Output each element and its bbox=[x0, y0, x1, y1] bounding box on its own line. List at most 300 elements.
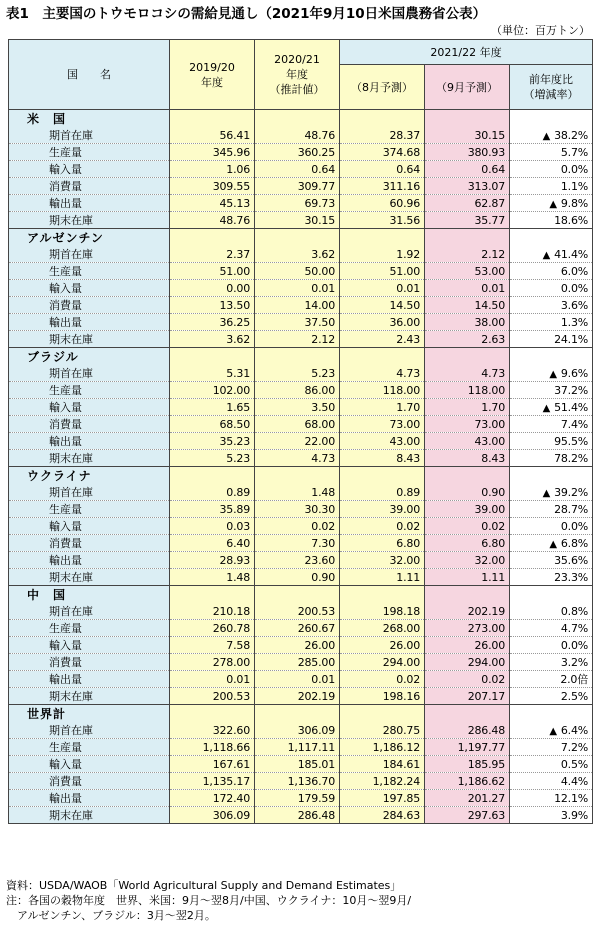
value-cell: 118.00 bbox=[340, 382, 425, 399]
value-cell: 48.76 bbox=[170, 212, 255, 229]
table-row bbox=[9, 552, 593, 569]
change-value: 23.3% bbox=[554, 570, 589, 584]
table-row bbox=[9, 518, 593, 535]
value-cell: 200.53 bbox=[170, 688, 255, 705]
value-cell: 2.12 bbox=[255, 331, 340, 348]
value-cell: 5.31 bbox=[170, 365, 255, 382]
value-cell: 1.11 bbox=[340, 569, 425, 586]
value-cell: 0.02 bbox=[425, 671, 510, 688]
value-cell: 48.76 bbox=[255, 127, 340, 144]
value-cell: 286.48 bbox=[425, 722, 510, 739]
value-cell: 118.00 bbox=[425, 382, 510, 399]
change-value: 95.5% bbox=[554, 434, 589, 448]
empty-cell bbox=[510, 705, 593, 723]
change-value: 3.2% bbox=[560, 655, 589, 669]
country-row bbox=[9, 229, 593, 247]
item-label: 期末在庫 bbox=[9, 569, 170, 586]
value-cell: 1.48 bbox=[170, 569, 255, 586]
value-cell: 39.00 bbox=[425, 501, 510, 518]
change-value: 39.2% bbox=[554, 485, 589, 499]
change-value: 9.6% bbox=[560, 366, 589, 380]
value-cell: 172.40 bbox=[170, 790, 255, 807]
value-cell: 179.59 bbox=[255, 790, 340, 807]
header-yoy-change: 前年度比 （増減率） bbox=[510, 65, 593, 110]
value-cell: 14.50 bbox=[340, 297, 425, 314]
value-cell: 6.80 bbox=[425, 535, 510, 552]
item-label: 輸出量 bbox=[9, 433, 170, 450]
decrease-triangle-icon: ▲ bbox=[549, 368, 557, 380]
value-cell: 1.11 bbox=[425, 569, 510, 586]
value-cell: 36.00 bbox=[340, 314, 425, 331]
value-cell: 0.64 bbox=[340, 161, 425, 178]
change-cell bbox=[510, 365, 593, 382]
note-line: 注：各国の穀物年度 世界、米国：9月～翌8月/中国、ウクライナ：10月～翌9月/ bbox=[6, 894, 412, 907]
change-cell bbox=[510, 433, 593, 450]
value-cell: 294.00 bbox=[425, 654, 510, 671]
empty-cell bbox=[255, 586, 340, 604]
change-cell bbox=[510, 722, 593, 739]
value-cell: 68.00 bbox=[255, 416, 340, 433]
value-cell: 294.00 bbox=[340, 654, 425, 671]
value-cell: 2.63 bbox=[425, 331, 510, 348]
empty-cell bbox=[510, 467, 593, 485]
change-cell bbox=[510, 688, 593, 705]
change-cell bbox=[510, 178, 593, 195]
value-cell: 185.95 bbox=[425, 756, 510, 773]
item-label: 輸出量 bbox=[9, 790, 170, 807]
table-row bbox=[9, 807, 593, 824]
value-cell: 32.00 bbox=[425, 552, 510, 569]
item-label: 消費量 bbox=[9, 535, 170, 552]
table-row bbox=[9, 620, 593, 637]
item-label: 輸入量 bbox=[9, 399, 170, 416]
value-cell: 60.96 bbox=[340, 195, 425, 212]
value-cell: 313.07 bbox=[425, 178, 510, 195]
value-cell: 0.00 bbox=[170, 280, 255, 297]
decrease-triangle-icon: ▲ bbox=[542, 487, 551, 499]
value-cell: 8.43 bbox=[425, 450, 510, 467]
value-cell: 280.75 bbox=[340, 722, 425, 739]
item-label: 輸出量 bbox=[9, 314, 170, 331]
country-name: 中 国 bbox=[9, 586, 170, 604]
source-notes bbox=[6, 878, 596, 923]
item-label: 消費量 bbox=[9, 178, 170, 195]
country-row bbox=[9, 586, 593, 604]
table-row bbox=[9, 637, 593, 654]
value-cell: 35.77 bbox=[425, 212, 510, 229]
value-cell: 309.77 bbox=[255, 178, 340, 195]
country-row bbox=[9, 348, 593, 366]
value-cell: 260.78 bbox=[170, 620, 255, 637]
table-row bbox=[9, 688, 593, 705]
change-value: 1.1% bbox=[560, 179, 589, 193]
decrease-triangle-icon: ▲ bbox=[549, 725, 557, 737]
unit-note: （単位：百万トン） bbox=[491, 24, 590, 37]
value-cell: 0.01 bbox=[255, 671, 340, 688]
value-cell: 45.13 bbox=[170, 195, 255, 212]
change-cell bbox=[510, 484, 593, 501]
value-cell: 35.23 bbox=[170, 433, 255, 450]
table-row bbox=[9, 314, 593, 331]
empty-cell bbox=[425, 586, 510, 604]
change-cell bbox=[510, 620, 593, 637]
value-cell: 68.50 bbox=[170, 416, 255, 433]
value-cell: 0.64 bbox=[255, 161, 340, 178]
empty-cell bbox=[425, 110, 510, 128]
empty-cell bbox=[425, 705, 510, 723]
value-cell: 1,135.17 bbox=[170, 773, 255, 790]
value-cell: 1.48 bbox=[255, 484, 340, 501]
value-cell: 207.17 bbox=[425, 688, 510, 705]
value-cell: 39.00 bbox=[340, 501, 425, 518]
country-name: ウクライナ bbox=[9, 467, 170, 485]
item-label: 期末在庫 bbox=[9, 212, 170, 229]
table-row bbox=[9, 280, 593, 297]
country-name: 世界計 bbox=[9, 705, 170, 723]
value-cell: 374.68 bbox=[340, 144, 425, 161]
header-aug-forecast: （8月予測） bbox=[340, 65, 425, 110]
value-cell: 278.00 bbox=[170, 654, 255, 671]
value-cell: 1,197.77 bbox=[425, 739, 510, 756]
value-cell: 13.50 bbox=[170, 297, 255, 314]
change-value: 9.8% bbox=[560, 196, 589, 210]
empty-cell bbox=[510, 229, 593, 247]
value-cell: 184.61 bbox=[340, 756, 425, 773]
value-cell: 0.02 bbox=[340, 671, 425, 688]
value-cell: 31.56 bbox=[340, 212, 425, 229]
empty-cell bbox=[170, 229, 255, 247]
table-row bbox=[9, 603, 593, 620]
value-cell: 6.80 bbox=[340, 535, 425, 552]
value-cell: 73.00 bbox=[425, 416, 510, 433]
value-cell: 202.19 bbox=[255, 688, 340, 705]
item-label: 期首在庫 bbox=[9, 365, 170, 382]
item-label: 消費量 bbox=[9, 654, 170, 671]
change-value: 6.4% bbox=[560, 723, 589, 737]
change-value: 78.2% bbox=[554, 451, 589, 465]
value-cell: 285.00 bbox=[255, 654, 340, 671]
item-label: 期末在庫 bbox=[9, 688, 170, 705]
country-row bbox=[9, 467, 593, 485]
item-label: 生産量 bbox=[9, 382, 170, 399]
empty-cell bbox=[255, 705, 340, 723]
item-label: 輸入量 bbox=[9, 637, 170, 654]
item-label: 輸出量 bbox=[9, 671, 170, 688]
value-cell: 202.19 bbox=[425, 603, 510, 620]
change-cell bbox=[510, 654, 593, 671]
table-row bbox=[9, 399, 593, 416]
change-value: 0.0% bbox=[560, 162, 589, 176]
value-cell: 0.02 bbox=[255, 518, 340, 535]
value-cell: 1,186.12 bbox=[340, 739, 425, 756]
note-line: 資料：USDA/WAOB「World Agricultural Supply and Demand Estimates」 bbox=[6, 879, 402, 892]
value-cell: 3.62 bbox=[255, 246, 340, 263]
change-cell bbox=[510, 127, 593, 144]
value-cell: 32.00 bbox=[340, 552, 425, 569]
value-cell: 7.30 bbox=[255, 535, 340, 552]
empty-cell bbox=[340, 348, 425, 366]
value-cell: 0.89 bbox=[170, 484, 255, 501]
change-cell bbox=[510, 212, 593, 229]
table-row bbox=[9, 263, 593, 280]
empty-cell bbox=[255, 229, 340, 247]
value-cell: 7.58 bbox=[170, 637, 255, 654]
empty-cell bbox=[510, 348, 593, 366]
change-value: 3.9% bbox=[560, 808, 589, 822]
value-cell: 2.12 bbox=[425, 246, 510, 263]
item-label: 期末在庫 bbox=[9, 331, 170, 348]
value-cell: 0.03 bbox=[170, 518, 255, 535]
value-cell: 0.90 bbox=[255, 569, 340, 586]
value-cell: 26.00 bbox=[425, 637, 510, 654]
value-cell: 36.25 bbox=[170, 314, 255, 331]
change-cell bbox=[510, 399, 593, 416]
value-cell: 345.96 bbox=[170, 144, 255, 161]
value-cell: 0.01 bbox=[340, 280, 425, 297]
table-row bbox=[9, 756, 593, 773]
item-label: 生産量 bbox=[9, 501, 170, 518]
empty-cell bbox=[170, 586, 255, 604]
value-cell: 51.00 bbox=[340, 263, 425, 280]
item-label: 消費量 bbox=[9, 416, 170, 433]
empty-cell bbox=[425, 467, 510, 485]
value-cell: 53.00 bbox=[425, 263, 510, 280]
value-cell: 0.64 bbox=[425, 161, 510, 178]
value-cell: 73.00 bbox=[340, 416, 425, 433]
change-value: 2.0倍 bbox=[560, 673, 589, 686]
value-cell: 322.60 bbox=[170, 722, 255, 739]
change-cell bbox=[510, 671, 593, 688]
change-value: 6.8% bbox=[560, 536, 589, 550]
empty-cell bbox=[340, 705, 425, 723]
value-cell: 28.93 bbox=[170, 552, 255, 569]
value-cell: 260.67 bbox=[255, 620, 340, 637]
value-cell: 37.50 bbox=[255, 314, 340, 331]
change-value: 0.8% bbox=[560, 604, 589, 618]
table-row bbox=[9, 127, 593, 144]
value-cell: 1,182.24 bbox=[340, 773, 425, 790]
value-cell: 0.02 bbox=[340, 518, 425, 535]
empty-cell bbox=[340, 467, 425, 485]
change-cell bbox=[510, 195, 593, 212]
change-value: 1.3% bbox=[560, 315, 589, 329]
country-name: アルゼンチン bbox=[9, 229, 170, 247]
value-cell: 2.43 bbox=[340, 331, 425, 348]
table-row bbox=[9, 331, 593, 348]
value-cell: 69.73 bbox=[255, 195, 340, 212]
table-row bbox=[9, 535, 593, 552]
decrease-triangle-icon: ▲ bbox=[542, 130, 551, 142]
item-label: 輸入量 bbox=[9, 756, 170, 773]
value-cell: 22.00 bbox=[255, 433, 340, 450]
value-cell: 200.53 bbox=[255, 603, 340, 620]
change-value: 0.0% bbox=[560, 519, 589, 533]
table-row bbox=[9, 161, 593, 178]
change-cell bbox=[510, 739, 593, 756]
decrease-triangle-icon: ▲ bbox=[542, 402, 551, 414]
value-cell: 3.62 bbox=[170, 331, 255, 348]
empty-cell bbox=[510, 110, 593, 128]
value-cell: 306.09 bbox=[255, 722, 340, 739]
table-row bbox=[9, 790, 593, 807]
empty-cell bbox=[170, 110, 255, 128]
item-label: 輸出量 bbox=[9, 195, 170, 212]
change-cell bbox=[510, 569, 593, 586]
change-value: 12.1% bbox=[554, 791, 589, 805]
item-label: 消費量 bbox=[9, 297, 170, 314]
decrease-triangle-icon: ▲ bbox=[549, 538, 557, 550]
change-value: 4.4% bbox=[560, 774, 589, 788]
value-cell: 268.00 bbox=[340, 620, 425, 637]
value-cell: 1.06 bbox=[170, 161, 255, 178]
value-cell: 4.73 bbox=[255, 450, 340, 467]
value-cell: 1,117.11 bbox=[255, 739, 340, 756]
value-cell: 0.01 bbox=[170, 671, 255, 688]
item-label: 期末在庫 bbox=[9, 807, 170, 824]
empty-cell bbox=[340, 229, 425, 247]
value-cell: 284.63 bbox=[340, 807, 425, 824]
item-label: 期末在庫 bbox=[9, 450, 170, 467]
value-cell: 197.85 bbox=[340, 790, 425, 807]
value-cell: 201.27 bbox=[425, 790, 510, 807]
change-cell bbox=[510, 280, 593, 297]
table-row bbox=[9, 739, 593, 756]
value-cell: 23.60 bbox=[255, 552, 340, 569]
value-cell: 185.01 bbox=[255, 756, 340, 773]
change-value: 0.0% bbox=[560, 638, 589, 652]
value-cell: 3.50 bbox=[255, 399, 340, 416]
change-value: 18.6% bbox=[554, 213, 589, 227]
note-line: アルゼンチン、ブラジル：3月～翌2月。 bbox=[6, 909, 216, 922]
item-label: 輸入量 bbox=[9, 161, 170, 178]
value-cell: 26.00 bbox=[340, 637, 425, 654]
value-cell: 14.00 bbox=[255, 297, 340, 314]
country-row bbox=[9, 110, 593, 128]
change-cell bbox=[510, 637, 593, 654]
table-row bbox=[9, 416, 593, 433]
item-label: 消費量 bbox=[9, 773, 170, 790]
item-label: 期首在庫 bbox=[9, 722, 170, 739]
value-cell: 56.41 bbox=[170, 127, 255, 144]
table-row bbox=[9, 246, 593, 263]
value-cell: 198.18 bbox=[340, 603, 425, 620]
value-cell: 30.15 bbox=[255, 212, 340, 229]
decrease-triangle-icon: ▲ bbox=[549, 198, 557, 210]
value-cell: 6.40 bbox=[170, 535, 255, 552]
value-cell: 210.18 bbox=[170, 603, 255, 620]
value-cell: 86.00 bbox=[255, 382, 340, 399]
change-value: 0.0% bbox=[560, 281, 589, 295]
table-row bbox=[9, 722, 593, 739]
change-cell bbox=[510, 790, 593, 807]
header-country: 国 名 bbox=[9, 40, 170, 110]
value-cell: 28.37 bbox=[340, 127, 425, 144]
value-cell: 1,136.70 bbox=[255, 773, 340, 790]
value-cell: 43.00 bbox=[425, 433, 510, 450]
change-value: 6.0% bbox=[560, 264, 589, 278]
change-value: 7.2% bbox=[560, 740, 589, 754]
empty-cell bbox=[170, 467, 255, 485]
item-label: 輸出量 bbox=[9, 552, 170, 569]
table-row bbox=[9, 773, 593, 790]
table-row bbox=[9, 195, 593, 212]
country-name: 米 国 bbox=[9, 110, 170, 128]
change-value: 24.1% bbox=[554, 332, 589, 346]
empty-cell bbox=[170, 348, 255, 366]
value-cell: 62.87 bbox=[425, 195, 510, 212]
change-cell bbox=[510, 144, 593, 161]
table-row bbox=[9, 671, 593, 688]
value-cell: 30.30 bbox=[255, 501, 340, 518]
change-value: 7.4% bbox=[560, 417, 589, 431]
change-cell bbox=[510, 518, 593, 535]
value-cell: 311.16 bbox=[340, 178, 425, 195]
change-cell bbox=[510, 756, 593, 773]
value-cell: 8.43 bbox=[340, 450, 425, 467]
table-row bbox=[9, 501, 593, 518]
supply-demand-table bbox=[8, 39, 593, 824]
empty-cell bbox=[425, 348, 510, 366]
change-cell bbox=[510, 246, 593, 263]
change-value: 51.4% bbox=[554, 400, 589, 414]
value-cell: 30.15 bbox=[425, 127, 510, 144]
item-label: 期首在庫 bbox=[9, 603, 170, 620]
value-cell: 4.73 bbox=[425, 365, 510, 382]
header-2019-20: 2019/20 年度 bbox=[170, 40, 255, 110]
item-label: 輸入量 bbox=[9, 518, 170, 535]
item-label: 生産量 bbox=[9, 739, 170, 756]
table-row bbox=[9, 569, 593, 586]
value-cell: 0.01 bbox=[425, 280, 510, 297]
value-cell: 0.02 bbox=[425, 518, 510, 535]
value-cell: 1.70 bbox=[425, 399, 510, 416]
value-cell: 51.00 bbox=[170, 263, 255, 280]
value-cell: 297.63 bbox=[425, 807, 510, 824]
change-cell bbox=[510, 501, 593, 518]
decrease-triangle-icon: ▲ bbox=[542, 249, 551, 261]
change-value: 0.5% bbox=[560, 757, 589, 771]
item-label: 期首在庫 bbox=[9, 484, 170, 501]
empty-cell bbox=[255, 110, 340, 128]
change-cell bbox=[510, 314, 593, 331]
change-value: 37.2% bbox=[554, 383, 589, 397]
item-label: 期首在庫 bbox=[9, 127, 170, 144]
value-cell: 35.89 bbox=[170, 501, 255, 518]
change-cell bbox=[510, 603, 593, 620]
country-row bbox=[9, 705, 593, 723]
change-value: 41.4% bbox=[554, 247, 589, 261]
value-cell: 0.90 bbox=[425, 484, 510, 501]
value-cell: 43.00 bbox=[340, 433, 425, 450]
empty-cell bbox=[425, 229, 510, 247]
change-cell bbox=[510, 773, 593, 790]
change-cell bbox=[510, 161, 593, 178]
value-cell: 1,186.62 bbox=[425, 773, 510, 790]
change-value: 38.2% bbox=[554, 128, 589, 142]
value-cell: 198.16 bbox=[340, 688, 425, 705]
value-cell: 0.01 bbox=[255, 280, 340, 297]
item-label: 生産量 bbox=[9, 144, 170, 161]
item-label: 生産量 bbox=[9, 620, 170, 637]
change-cell bbox=[510, 535, 593, 552]
change-value: 28.7% bbox=[554, 502, 589, 516]
change-cell bbox=[510, 331, 593, 348]
table-row bbox=[9, 484, 593, 501]
value-cell: 1,118.66 bbox=[170, 739, 255, 756]
change-cell bbox=[510, 297, 593, 314]
value-cell: 4.73 bbox=[340, 365, 425, 382]
empty-cell bbox=[255, 467, 340, 485]
